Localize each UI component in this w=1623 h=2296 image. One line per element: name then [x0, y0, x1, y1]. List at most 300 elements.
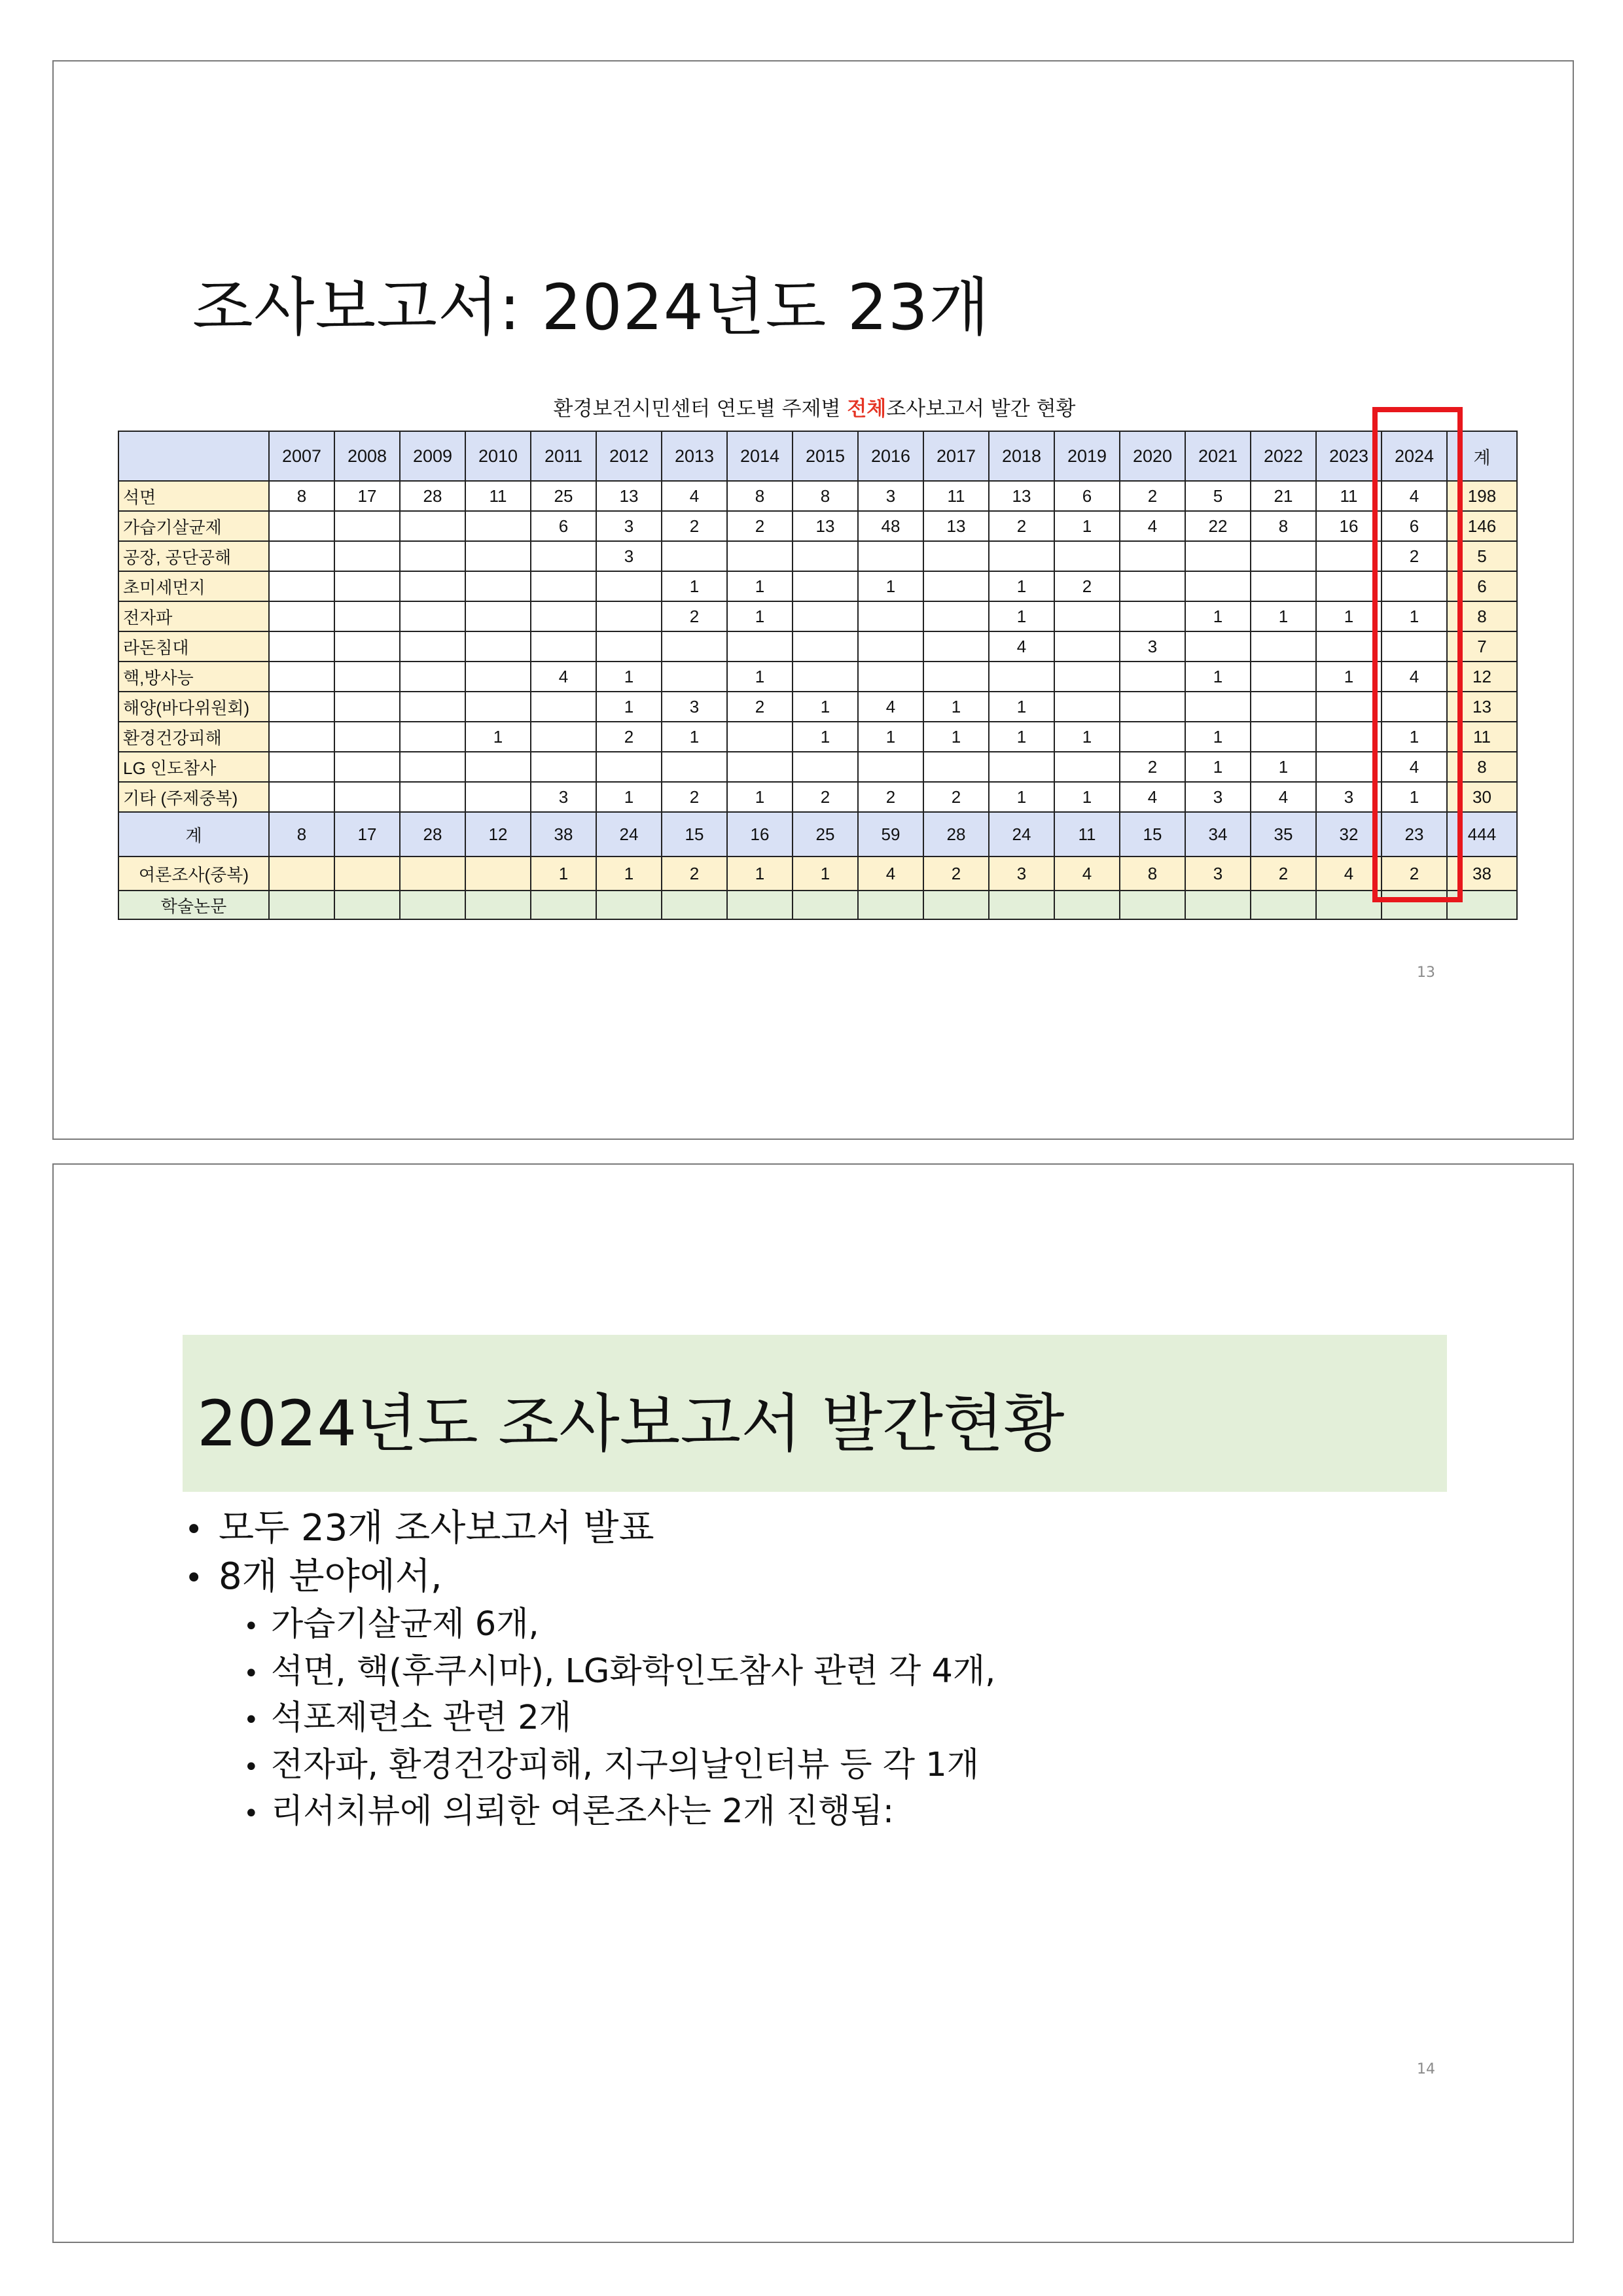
slide-title: 2024년도 조사보고서 발간현황 — [197, 1387, 1065, 1460]
table-cell — [596, 752, 662, 782]
table-cell — [1120, 662, 1185, 692]
table-cell — [858, 541, 923, 571]
table-cell: 28 — [400, 481, 465, 511]
table-cell — [1251, 631, 1316, 662]
table-cell: 1 — [858, 571, 923, 601]
table-cell: 4 — [858, 857, 923, 891]
table-cell — [531, 571, 596, 601]
table-cell: 3 — [858, 481, 923, 511]
table-cell: 4 — [1120, 511, 1185, 541]
table-cell — [989, 541, 1054, 571]
table-cell: 13 — [793, 511, 858, 541]
table-row — [118, 782, 1517, 812]
row-label: 계 — [118, 812, 269, 857]
table-cell: 1 — [596, 782, 662, 812]
table-cell: 15 — [662, 812, 727, 857]
table-cell — [465, 891, 531, 919]
table-cell: 1 — [1185, 752, 1251, 782]
table-cell — [1251, 541, 1316, 571]
row-label: 해양(바다위원회) — [118, 692, 269, 722]
table-cell — [727, 891, 793, 919]
table-cell: 6 — [1382, 511, 1447, 541]
year-header-2008: 2008 — [334, 431, 400, 481]
table-cell: 48 — [858, 511, 923, 541]
year-header-2013: 2013 — [662, 431, 727, 481]
table-cell — [662, 752, 727, 782]
table-cell: 1 — [989, 601, 1054, 631]
row-label: 가습기살균제 — [118, 511, 269, 541]
table-cell: 4 — [1316, 857, 1382, 891]
table-cell: 1 — [793, 857, 858, 891]
table-cell — [334, 857, 400, 891]
table-cell: 22 — [1185, 511, 1251, 541]
table-cell: 2 — [923, 782, 989, 812]
table-cell — [1185, 891, 1251, 919]
table-cell: 32 — [1316, 812, 1382, 857]
table-cell: 24 — [596, 812, 662, 857]
table-cell — [334, 752, 400, 782]
table-cell — [1120, 601, 1185, 631]
table-cell: 2 — [1120, 752, 1185, 782]
table-cell — [923, 662, 989, 692]
table-cell — [1251, 891, 1316, 919]
row-total: 198 — [1447, 481, 1517, 511]
table-cell — [465, 662, 531, 692]
table-cell: 8 — [793, 481, 858, 511]
table-cell — [465, 601, 531, 631]
row-label: LG 인도참사 — [118, 752, 269, 782]
table-cell — [334, 662, 400, 692]
table-cell — [269, 571, 334, 601]
table-cell: 3 — [989, 857, 1054, 891]
page-number: 13 — [1417, 964, 1435, 981]
table-cell — [400, 722, 465, 752]
table-cell: 3 — [1185, 857, 1251, 891]
table-cell: 1 — [989, 722, 1054, 752]
table-cell — [727, 541, 793, 571]
table-row — [118, 601, 1517, 631]
row-label: 학술논문 — [118, 891, 269, 919]
table-cell: 24 — [989, 812, 1054, 857]
table-cell — [923, 631, 989, 662]
table-cell — [400, 571, 465, 601]
table-cell — [465, 782, 531, 812]
table-cell — [923, 891, 989, 919]
table-cell: 1 — [662, 571, 727, 601]
table-cell — [1316, 631, 1382, 662]
table-cell: 1 — [1054, 722, 1120, 752]
sub-bullet-text: 리서치뷰에 의뢰한 여론조사는 2개 진행됨: — [271, 1792, 894, 1831]
table-cell: 4 — [858, 692, 923, 722]
table-cell: 1 — [727, 782, 793, 812]
bullet-dot-icon: • — [185, 1559, 204, 1597]
table-cell: 4 — [1054, 857, 1120, 891]
row-total: 5 — [1447, 541, 1517, 571]
row-label: 석면 — [118, 481, 269, 511]
table-cell: 1 — [727, 571, 793, 601]
table-cell: 23 — [1382, 812, 1447, 857]
table-cell — [269, 692, 334, 722]
table-cell — [269, 541, 334, 571]
row-total: 30 — [1447, 782, 1517, 812]
table-cell: 13 — [923, 511, 989, 541]
table-cell — [727, 631, 793, 662]
slide-14 — [52, 1163, 1574, 2243]
table-cell: 2 — [989, 511, 1054, 541]
row-total: 38 — [1447, 857, 1517, 891]
table-cell — [531, 692, 596, 722]
table-cell — [1382, 692, 1447, 722]
table-cell: 2 — [923, 857, 989, 891]
sub-bullet-text: 석포제련소 관련 2개 — [271, 1699, 571, 1738]
table-cell — [334, 631, 400, 662]
table-cell: 1 — [596, 692, 662, 722]
table-cell — [400, 631, 465, 662]
row-label: 환경건강피해 — [118, 722, 269, 752]
bullet-dot-icon: • — [243, 1612, 259, 1642]
table-cell: 1 — [989, 571, 1054, 601]
row-total: 8 — [1447, 601, 1517, 631]
table-cell: 1 — [793, 722, 858, 752]
slide-13 — [52, 60, 1574, 1140]
table-cell: 4 — [1251, 782, 1316, 812]
table-cell — [269, 511, 334, 541]
table-cell — [923, 571, 989, 601]
table-cell: 1 — [1185, 722, 1251, 752]
table-cell — [1185, 692, 1251, 722]
table-cell: 2 — [727, 692, 793, 722]
table-cell — [793, 752, 858, 782]
table-row — [118, 541, 1517, 571]
table-cell: 13 — [596, 481, 662, 511]
table-row — [118, 481, 1517, 511]
table-cell: 1 — [989, 692, 1054, 722]
table-cell: 25 — [793, 812, 858, 857]
title-band — [183, 1335, 1447, 1492]
table-cell — [334, 601, 400, 631]
table-cell — [269, 722, 334, 752]
table-cell — [793, 571, 858, 601]
table-cell — [531, 722, 596, 752]
row-label: 핵,방사능 — [118, 662, 269, 692]
table-cell: 1 — [923, 692, 989, 722]
table-cell — [596, 891, 662, 919]
row-label: 전자파 — [118, 601, 269, 631]
table-cell — [1054, 662, 1120, 692]
slide-title: 조사보고서: 2024년도 23개 — [192, 271, 990, 344]
table-cell — [1251, 722, 1316, 752]
row-label: 공장, 공단공해 — [118, 541, 269, 571]
table-cell — [793, 541, 858, 571]
table-cell — [858, 662, 923, 692]
table-cell — [989, 752, 1054, 782]
table-cell — [923, 752, 989, 782]
topic-rows — [118, 481, 1517, 812]
bullet-text: 8개 분야에서, — [219, 1555, 442, 1598]
table-cell: 8 — [269, 481, 334, 511]
table-cell: 6 — [531, 511, 596, 541]
sub-list-item — [243, 1788, 1428, 1835]
table-cell: 16 — [727, 812, 793, 857]
sub-list-item — [243, 1742, 1428, 1788]
table-cell — [531, 631, 596, 662]
row-label: 여론조사(중복) — [118, 857, 269, 891]
table-cell: 1 — [793, 692, 858, 722]
table-cell — [1120, 541, 1185, 571]
table-cell: 5 — [1185, 481, 1251, 511]
page-number: 14 — [1417, 2061, 1435, 2077]
year-header-2010: 2010 — [465, 431, 531, 481]
year-header-2020: 2020 — [1120, 431, 1185, 481]
table-cell — [465, 631, 531, 662]
table-cell — [793, 662, 858, 692]
table-caption — [54, 392, 1575, 421]
table-row — [118, 891, 1517, 919]
table-cell: 17 — [334, 812, 400, 857]
table-cell — [1054, 541, 1120, 571]
row-total: 8 — [1447, 752, 1517, 782]
year-header-2024: 2024 — [1382, 431, 1447, 481]
list-item — [185, 1505, 1428, 1552]
table-cell — [334, 782, 400, 812]
table-cell — [596, 631, 662, 662]
table-cell: 2 — [662, 511, 727, 541]
table-cell: 6 — [1054, 481, 1120, 511]
table-cell — [1054, 752, 1120, 782]
table-cell — [1316, 692, 1382, 722]
table-cell: 1 — [1185, 601, 1251, 631]
table-cell: 3 — [1185, 782, 1251, 812]
table-cell — [465, 752, 531, 782]
caption-pre: 환경보건시민센터 연도별 주제별 — [553, 397, 847, 421]
table-cell: 12 — [465, 812, 531, 857]
table-cell: 4 — [1120, 782, 1185, 812]
sub-list-item — [243, 1695, 1428, 1741]
table-cell — [1120, 692, 1185, 722]
table-cell — [1120, 571, 1185, 601]
table-cell — [1054, 891, 1120, 919]
table-row — [118, 662, 1517, 692]
table-cell: 1 — [1251, 752, 1316, 782]
bullet-dot-icon: • — [243, 1752, 259, 1782]
table-cell: 1 — [1251, 601, 1316, 631]
row-total: 11 — [1447, 722, 1517, 752]
table-cell — [923, 541, 989, 571]
table-cell: 1 — [662, 722, 727, 752]
table-cell: 1 — [1316, 601, 1382, 631]
row-total: 444 — [1447, 812, 1517, 857]
table-cell: 35 — [1251, 812, 1316, 857]
table-cell: 1 — [1382, 722, 1447, 752]
summary-rows — [118, 812, 1517, 919]
table-cell — [531, 891, 596, 919]
bullet-dot-icon: • — [243, 1798, 259, 1829]
table-cell — [1382, 891, 1447, 919]
table-cell — [400, 541, 465, 571]
table-cell: 2 — [596, 722, 662, 752]
table-cell — [1316, 571, 1382, 601]
table-cell: 8 — [269, 812, 334, 857]
table-cell — [269, 601, 334, 631]
table-cell — [989, 891, 1054, 919]
table-cell: 8 — [1120, 857, 1185, 891]
row-label: 기타 (주제중복) — [118, 782, 269, 812]
table-row — [118, 752, 1517, 782]
table-cell: 1 — [596, 662, 662, 692]
table-cell — [727, 752, 793, 782]
sub-list-item — [243, 1648, 1428, 1695]
table-cell: 11 — [923, 481, 989, 511]
table-cell: 4 — [531, 662, 596, 692]
table-cell: 4 — [1382, 752, 1447, 782]
table-cell — [1054, 601, 1120, 631]
row-label: 라돈침대 — [118, 631, 269, 662]
table-cell: 4 — [1382, 481, 1447, 511]
table-cell: 3 — [596, 511, 662, 541]
table-cell: 1 — [596, 857, 662, 891]
table-cell: 3 — [1316, 782, 1382, 812]
table-cell — [531, 752, 596, 782]
table-cell — [400, 692, 465, 722]
table-cell — [1316, 722, 1382, 752]
table-cell — [334, 541, 400, 571]
table-cell — [400, 891, 465, 919]
table-cell — [269, 631, 334, 662]
table-cell: 2 — [662, 782, 727, 812]
table-cell — [334, 722, 400, 752]
table-cell — [465, 571, 531, 601]
table-cell: 2 — [1382, 857, 1447, 891]
table-cell — [269, 662, 334, 692]
table-cell — [1382, 571, 1447, 601]
table-cell — [1185, 571, 1251, 601]
table-cell: 59 — [858, 812, 923, 857]
header-row — [118, 431, 1517, 481]
table-cell: 1 — [858, 722, 923, 752]
table-cell: 1 — [1054, 511, 1120, 541]
row-total: 6 — [1447, 571, 1517, 601]
table-cell: 1 — [1054, 782, 1120, 812]
table-cell — [269, 752, 334, 782]
table-cell — [662, 891, 727, 919]
caption-post: 조사보고서 발간 현황 — [886, 397, 1076, 421]
table-cell — [1054, 631, 1120, 662]
table-cell — [793, 631, 858, 662]
table-cell — [858, 601, 923, 631]
table-cell: 2 — [662, 601, 727, 631]
table-cell: 1 — [727, 857, 793, 891]
year-header-2019: 2019 — [1054, 431, 1120, 481]
table-cell — [334, 571, 400, 601]
table-cell: 8 — [1251, 511, 1316, 541]
table-cell — [334, 891, 400, 919]
bullet-dot-icon: • — [243, 1658, 259, 1689]
table-cell — [400, 857, 465, 891]
table-row — [118, 692, 1517, 722]
table-cell — [400, 601, 465, 631]
sub-bullet-text: 가습기살균제 6개, — [271, 1605, 539, 1644]
table-cell: 11 — [1316, 481, 1382, 511]
table-cell — [793, 891, 858, 919]
year-header-2016: 2016 — [858, 431, 923, 481]
table-cell — [531, 601, 596, 631]
list-item — [185, 1553, 1428, 1600]
bullet-dot-icon: • — [185, 1511, 204, 1548]
row-total: 7 — [1447, 631, 1517, 662]
caption-highlight: 전체 — [847, 397, 887, 421]
table-cell: 1 — [923, 722, 989, 752]
bullet-dot-icon: • — [243, 1705, 259, 1736]
table-cell: 1 — [531, 857, 596, 891]
table-cell — [596, 601, 662, 631]
table-cell — [662, 541, 727, 571]
table-row — [118, 722, 1517, 752]
table-cell: 4 — [662, 481, 727, 511]
table-cell: 4 — [1382, 662, 1447, 692]
sub-bullet-text: 석면, 핵(후쿠시마), LG화학인도참사 관련 각 4개, — [271, 1651, 996, 1691]
row-total: 12 — [1447, 662, 1517, 692]
row-total: 146 — [1447, 511, 1517, 541]
table-cell — [531, 541, 596, 571]
table-cell — [334, 511, 400, 541]
table-cell — [1316, 541, 1382, 571]
table-cell — [465, 692, 531, 722]
table-cell — [1382, 631, 1447, 662]
year-header-2012: 2012 — [596, 431, 662, 481]
table-cell — [1054, 692, 1120, 722]
table-cell — [269, 891, 334, 919]
table-cell — [1251, 662, 1316, 692]
table-cell: 2 — [727, 511, 793, 541]
table-cell: 1 — [1382, 782, 1447, 812]
table-cell: 3 — [1120, 631, 1185, 662]
table-cell — [1185, 631, 1251, 662]
year-header-2017: 2017 — [923, 431, 989, 481]
table-cell: 28 — [400, 812, 465, 857]
table-cell: 2 — [793, 782, 858, 812]
table-cell: 1 — [1382, 601, 1447, 631]
year-header-2009: 2009 — [400, 431, 465, 481]
header-corner-cell — [118, 431, 269, 481]
table-cell: 11 — [1054, 812, 1120, 857]
year-header-2011: 2011 — [531, 431, 596, 481]
table-row — [118, 857, 1517, 891]
table-cell — [858, 631, 923, 662]
table-row — [118, 571, 1517, 601]
table-cell: 34 — [1185, 812, 1251, 857]
table-cell — [662, 631, 727, 662]
table-cell — [923, 601, 989, 631]
table-cell — [596, 571, 662, 601]
total-header: 계 — [1447, 431, 1517, 481]
year-header-2015: 2015 — [793, 431, 858, 481]
table-cell: 2 — [858, 782, 923, 812]
table-cell — [727, 722, 793, 752]
table-cell — [1251, 692, 1316, 722]
sub-list-item — [243, 1601, 1428, 1648]
bullet-list — [185, 1505, 1428, 1835]
table-cell — [1120, 891, 1185, 919]
table-cell: 25 — [531, 481, 596, 511]
year-header-2018: 2018 — [989, 431, 1054, 481]
table-cell — [858, 752, 923, 782]
table-cell — [662, 662, 727, 692]
table-cell — [334, 692, 400, 722]
table-cell — [1316, 891, 1382, 919]
table-cell: 3 — [531, 782, 596, 812]
table-cell: 1 — [727, 601, 793, 631]
table-cell — [269, 857, 334, 891]
